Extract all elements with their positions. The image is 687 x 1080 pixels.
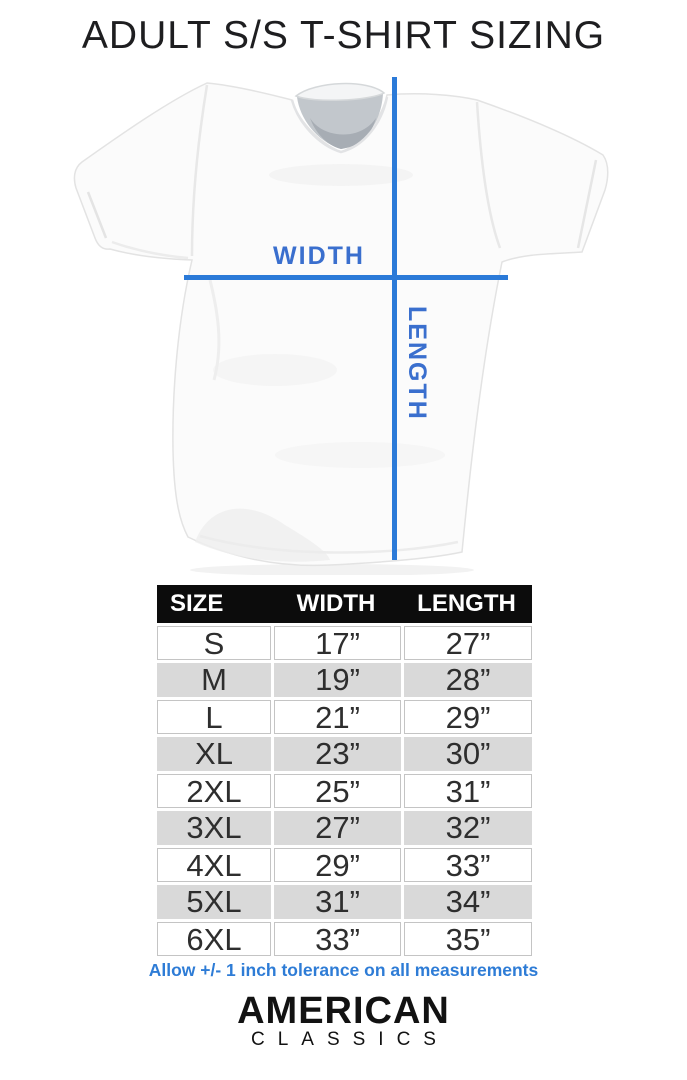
header-cell-length: LENGTH [417,590,516,617]
table-row [157,811,532,845]
table-row [157,774,532,808]
size-cell: 3XL [157,811,271,845]
width-cell: 21” [274,700,401,734]
header-cell-width: WIDTH [296,590,376,617]
width-cell: 29” [274,848,401,882]
length-cell: 34” [404,885,532,919]
brand-name-classics: CLASSICS [251,1029,449,1050]
width-cell: 19” [274,663,401,697]
table-row [157,922,532,956]
tolerance-note: Allow +/- 1 inch tolerance on all measurements [148,960,539,980]
size-cell: XL [157,737,271,771]
size-cell: 2XL [157,774,271,808]
length-cell: 33” [404,848,532,882]
size-table-header [157,585,532,623]
header-cell-size: SIZE [170,590,224,617]
table-row [157,885,532,919]
width-cell: 33” [274,922,401,956]
length-cell: 32” [404,811,532,845]
size-table [157,585,532,959]
length-measure-line [392,77,397,560]
size-cell: 5XL [157,885,271,919]
table-row [157,626,532,660]
brand-name-american: AMERICAN [237,990,450,1032]
length-cell: 35” [404,922,532,956]
page-title: ADULT S/S T-SHIRT SIZING [81,14,606,57]
length-cell: 29” [404,700,532,734]
tshirt-image [60,70,630,575]
table-row [157,737,532,771]
size-table-body [157,626,532,956]
width-cell: 17” [274,626,401,660]
tshirt-diagram [60,70,630,575]
width-cell: 25” [274,774,401,808]
length-cell: 31” [404,774,532,808]
length-label: LENGTH [403,306,431,421]
table-row [157,848,532,882]
table-row [157,700,532,734]
width-measure-line [184,275,508,280]
width-cell: 23” [274,737,401,771]
size-cell: M [157,663,271,697]
table-row [157,663,532,697]
length-cell: 30” [404,737,532,771]
length-cell: 28” [404,663,532,697]
width-cell: 27” [274,811,401,845]
length-cell: 27” [404,626,532,660]
tshirt-body [74,83,607,565]
size-cell: L [157,700,271,734]
width-cell: 31” [274,885,401,919]
size-cell: 4XL [157,848,271,882]
width-label: WIDTH [273,242,365,270]
size-cell: 6XL [157,922,271,956]
size-cell: S [157,626,271,660]
